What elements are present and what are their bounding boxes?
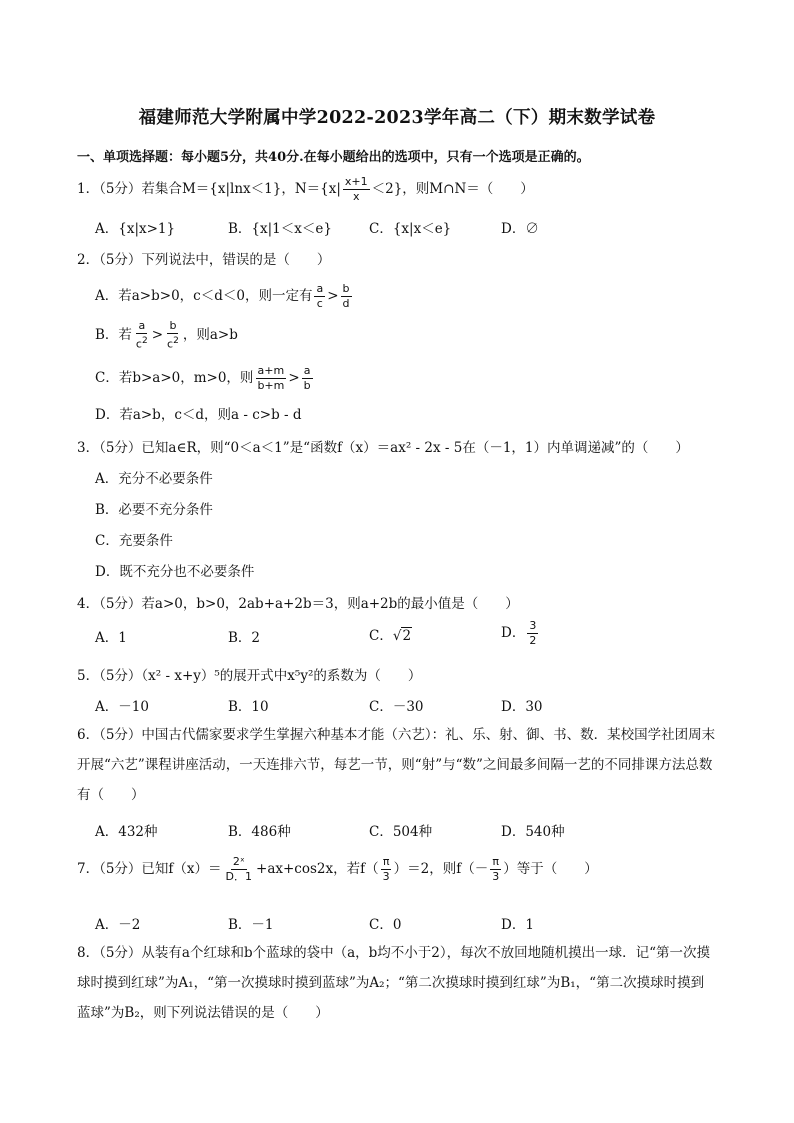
q2-option-a[interactable]: A．若a>b>0，c＜d＜0，则一定有 $\frac{a}{c}$ > $\frac{b}{d}$: [95, 282, 350, 310]
question-4: 4．（5分）若a>0，b>0，2ab+a+2b＝3，则a+2b的最小值是（ ）: [77, 596, 519, 612]
q7-option-a[interactable]: A．－2: [95, 917, 141, 933]
q2-option-c[interactable]: C．若b>a>0，m>0，则 $\frac{a+m}{b+m}$ > $\frac{a}{b}$: [95, 364, 311, 392]
question-1: [77, 175, 534, 204]
q5-option-c[interactable]: C．－30: [369, 699, 424, 715]
question-8: 8．（5分）从装有a个红球和b个蓝球的袋中（a，b均不小于2），每次不放回地随机摸出一球．记“第一次摸球时摸到红球”为A₁，“第一次摸球时摸到蓝球”为A₂；“第二次摸球时摸到红球”为B₁，“第二次摸球时摸到蓝球”为B₂，则下列说法错误的是（ ）: [77, 945, 711, 1021]
q5-option-a[interactable]: A．－10: [95, 699, 149, 715]
question-2: 2．（5分）下列说法中，错误的是（ ）: [77, 252, 331, 268]
q5-option-b[interactable]: B．10: [228, 699, 269, 715]
q1-option-c[interactable]: C．{x|x＜e}: [369, 221, 452, 237]
q4-option-d[interactable]: D． $\frac{3}{2}$: [501, 619, 537, 647]
q7-option-c[interactable]: C．0: [369, 917, 402, 933]
question-6: 6．（5分）中国古代儒家要求学生掌握六种基本才能（六艺）：礼、乐、射、御、书、数．某校国学社团周末开展“六艺”课程讲座活动，一天连排六节，每艺一节，则“射”与“数”之间最多间隔一艺的不同排课方法总数有（ ）: [77, 727, 716, 803]
q2-option-b[interactable]: B．若 $\frac{a}{c^2}$ > $\frac{b}{c^2}$ ，则a>b: [95, 319, 238, 351]
q6-option-a[interactable]: A．432种: [95, 824, 158, 840]
section-heading: 一、单项选择题：每小题5分，共40分.在每小题给出的选项中，只有一个选项是正确的。: [77, 150, 590, 165]
q7-option-b[interactable]: B．－1: [228, 917, 274, 933]
q6-option-b[interactable]: B．486种: [228, 824, 291, 840]
question-3: 3．（5分）已知a∈R，则“0＜a＜1”是“函数f（x）＝ax² - 2x - 5在（－1，1）内单调递减”的（ ）: [77, 440, 689, 456]
q2-option-d[interactable]: D．若a>b，c＜d，则a - c>b - d: [95, 407, 302, 423]
q1-sets: M＝{x|lnx＜1}，N＝{x|: [181, 181, 341, 197]
q1-tail: ＜2}，则M∩N＝（ ）: [371, 181, 534, 197]
question-7: 7．（5分）已知f（x）＝ $\frac{\text{2ˣ}}{D.1}$ +ax+cos2x，若f（ $\frac{\pi}{3}$ ）＝2，则f（－ $\frac{\pi}{3}$ ）等于（ ）: [77, 855, 598, 883]
q3-option-c[interactable]: C．充要条件: [95, 533, 173, 549]
q6-option-c[interactable]: C．504种: [369, 824, 433, 840]
q3-option-b[interactable]: B．必要不充分条件: [95, 502, 213, 518]
q1-prefix: 1．（5分）若集合: [77, 181, 182, 197]
q4-option-b[interactable]: B．2: [228, 630, 261, 646]
q6-option-d[interactable]: D．540种: [501, 824, 565, 840]
q4-option-a[interactable]: A．1: [95, 630, 127, 646]
q3-option-a[interactable]: A．充分不必要条件: [95, 471, 213, 487]
page-title: 福建师范大学附属中学2022-2023学年高二（下）期末数学试卷: [138, 108, 656, 128]
q1-option-d[interactable]: D．∅: [501, 221, 539, 237]
q1-option-a[interactable]: A．{x|x>1}: [95, 221, 176, 237]
q4-option-c[interactable]: C．√2: [369, 628, 412, 644]
sqrt-symbol: √2: [392, 628, 412, 644]
q5-option-d[interactable]: D．30: [501, 699, 543, 715]
q1-option-b[interactable]: B．{x|1＜x＜e}: [228, 221, 332, 237]
q1-fraction: $\frac{x+1}{x}$: [344, 175, 368, 203]
q7-option-d[interactable]: D．1: [501, 917, 534, 933]
question-5: 5．（5分）（x² - x+y）⁵的展开式中x⁵y²的系数为（ ）: [77, 668, 422, 684]
q3-option-d[interactable]: D．既不充分也不必要条件: [95, 564, 255, 580]
